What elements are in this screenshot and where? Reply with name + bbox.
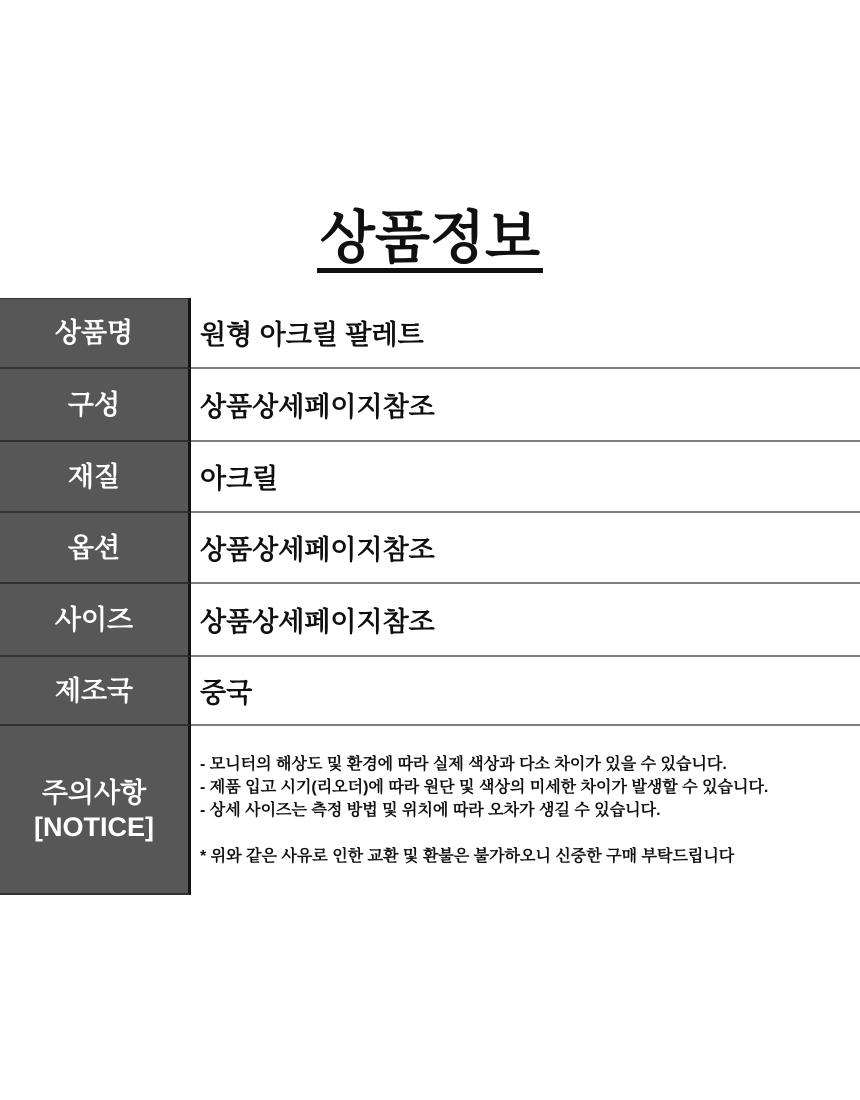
row-label-text: 옵션: [67, 532, 121, 563]
title-section: [0, 0, 860, 273]
row-label-cell: [0, 657, 191, 726]
row-value-text: 중국: [200, 678, 253, 708]
row-label-text: 구성: [67, 389, 121, 420]
row-value-cell: [191, 369, 860, 442]
row-label-cell: [0, 513, 191, 584]
row-value-cell: [191, 657, 860, 726]
row-value-text: 상품상세페이지참조: [200, 392, 435, 422]
row-label-cell: [0, 584, 191, 657]
table-row-option: [0, 513, 860, 584]
notice-footnote: * 위와 같은 사유로 인한 교환 및 환불은 불가하오니 신중한 구매 부탁드립니다: [200, 848, 735, 865]
notice-label-line1: 주의사항: [41, 777, 147, 808]
row-value-text: 원형 아크릴 팔레트: [200, 320, 424, 350]
row-label-cell: [0, 369, 191, 442]
row-label-text: 사이즈: [54, 604, 134, 635]
row-label-text: 제조국: [54, 675, 134, 706]
notice-label-line2: [NOTICE]: [34, 811, 154, 842]
row-value-cell: [191, 298, 860, 369]
table-row-material: [0, 442, 860, 513]
notice-line: - 모니터의 해상도 및 환경에 따라 실제 색상과 다소 차이가 있을 수 있습니다.: [200, 756, 727, 773]
row-label-text: 상품명: [54, 318, 134, 348]
page-title: 상품정보: [317, 210, 543, 273]
row-value-text: 아크릴: [200, 464, 279, 494]
notice-line: - 상세 사이즈는 측정 방법 및 위치에 따라 오차가 생길 수 있습니다.: [200, 802, 661, 819]
row-value-cell: [191, 584, 860, 657]
row-value-cell: [191, 442, 860, 513]
table-row-size: [0, 584, 860, 657]
notice-value-cell: [191, 726, 860, 895]
row-label-text: 재질: [67, 461, 121, 492]
row-label-cell: [0, 298, 191, 369]
row-value-text: 상품상세페이지참조: [200, 607, 435, 637]
row-label-cell: [0, 726, 191, 895]
table-row-notice: [0, 726, 860, 895]
notice-line: - 제품 입고 시기(리오더)에 따라 원단 및 색상의 미세한 차이가 발생할 수 있습니다.: [200, 779, 769, 796]
table-row-origin-country: [0, 657, 860, 726]
row-label-cell: [0, 442, 191, 513]
row-value-text: 상품상세페이지참조: [200, 535, 435, 565]
table-row-composition: [0, 369, 860, 442]
table-row-product-name: [0, 298, 860, 369]
row-value-cell: [191, 513, 860, 584]
product-info-table: [0, 298, 860, 895]
